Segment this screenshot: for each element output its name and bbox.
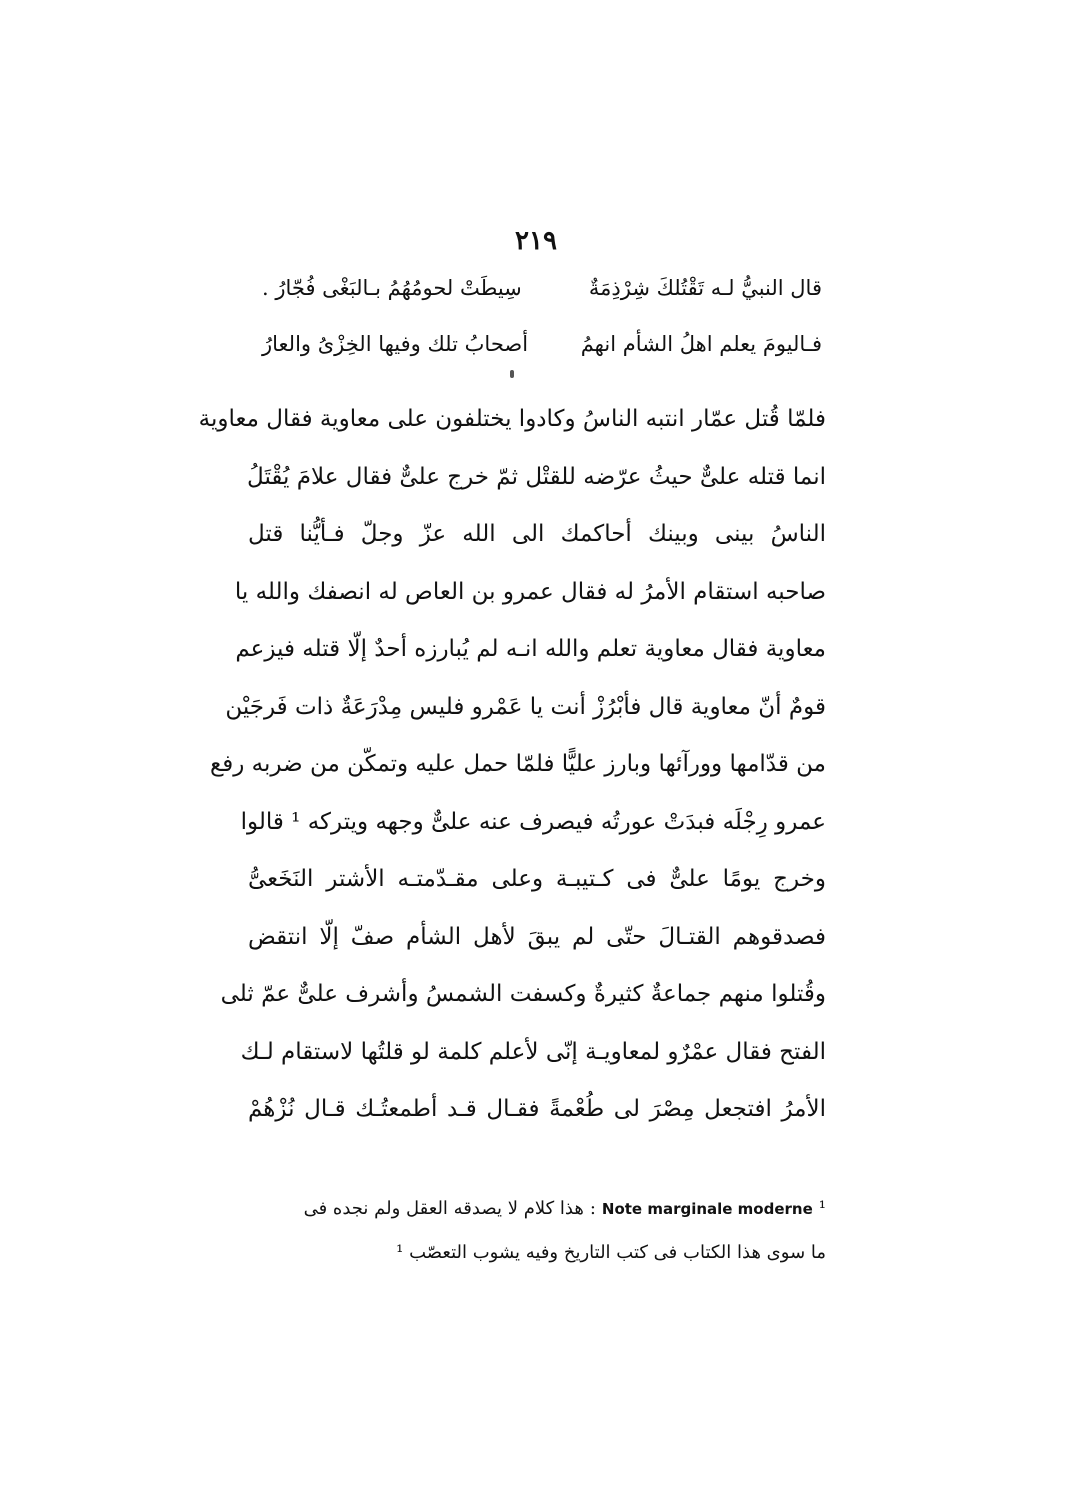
verse-second-hemistich: سِيطَتْ لحومُهُمُ بـالبَغْى فُجّارُ . [262, 276, 522, 300]
prose-line: صاحبه استقام الأمرُ له فقال عمرو بن العاص له انصفك والله يا [234, 578, 826, 605]
prose-line: الأمرُ افتجعل مِصْرَ لى طُعْمةً فقـال قـد أطمعتُـك قـال نُزْهُمْ [248, 1096, 826, 1122]
prose-line: من قدّامها وورآئها وبارز عليًّا فلمّا حمل عليه وتمكّن من ضربه رفع [210, 751, 826, 777]
verse-line [262, 334, 822, 360]
footnote-label: Note marginale moderne [601, 1200, 813, 1218]
footnote [250, 1200, 826, 1288]
prose-line: الناسُ بينى وبينك أحاكمك الى الله عزّ وجلّ فـأيُّنا قتل [248, 521, 826, 547]
prose-line: عمرو رِجْلَه فبدَتْ عورتُه فيصرف عنه علىٌّ وجهه ويتركه ¹ قالوا [240, 808, 826, 835]
footnote-marker: ¹ [818, 1198, 826, 1219]
prose-line: فلمّا قُتل عمّار انتبه الناسُ وكادوا يختلفون على معاوية فقال معاوية [198, 406, 826, 432]
footnote-line-2: ما سوى هذا الكتاب فى كتب التاريخ وفيه يشوب التعصّب ¹ [396, 1242, 826, 1263]
footnote-text: هذا كلام لا يصدقه العقل ولم نجده فى [303, 1198, 584, 1219]
prose-line: معاوية فقال معاوية تعلم والله انـه لم يُبارزه أحدٌ إلّا قتله فيزعم [235, 636, 826, 662]
footnote-line-1 [250, 1200, 826, 1224]
verse-second-hemistich: أصحابُ تلك وفيها الخِزْىُ والعارُ [262, 332, 529, 356]
verse-first-hemistich: قال النبيُّ لـه تَقْتُلكَ شِرْذِمَةٌ [588, 276, 822, 300]
prose-body [198, 406, 826, 1156]
prose-line: فصدقوهم القتـالَ حتّى لم يبقَ لأهل الشأم صفّ إلّا انتقض [248, 923, 826, 950]
footnote-colon: : [589, 1198, 596, 1219]
verse-line [262, 278, 822, 304]
verse-end-mark [510, 370, 514, 378]
verse-first-hemistich: فـاليومَ يعلم اهلُ الشأم انهمُ [580, 332, 822, 356]
prose-line: الفتح فقال عمْرٌو لمعاويـة إنّى لأعلم كلمة لو قلتُها لاستقام لـك [240, 1038, 826, 1065]
page-number: ٢١٩ [515, 226, 557, 256]
prose-line: انما قتله علىٌّ حيثُ عرّضه للقتْل ثمّ خرج علىٌّ فقال علامَ يُقْتَلُ [247, 463, 826, 490]
prose-line: وخرج يومًا علىٌّ فى كـتيبـة وعلى مقـدّمتـه الأشتر النَخَعىُّ [248, 866, 826, 892]
prose-line: وقُتلوا منهم جماعةٌ كثيرةٌ وكسفت الشمسُ وأشرف علىٌّ عمّ ثلى [220, 981, 826, 1007]
prose-line: قومٌ أنّ معاوية قال فأبْرُزْ أنت يا عَمْرو فليس مِدْرَعَةٌ ذات فَرجَيْن [225, 693, 826, 720]
poem-verses [262, 278, 822, 390]
